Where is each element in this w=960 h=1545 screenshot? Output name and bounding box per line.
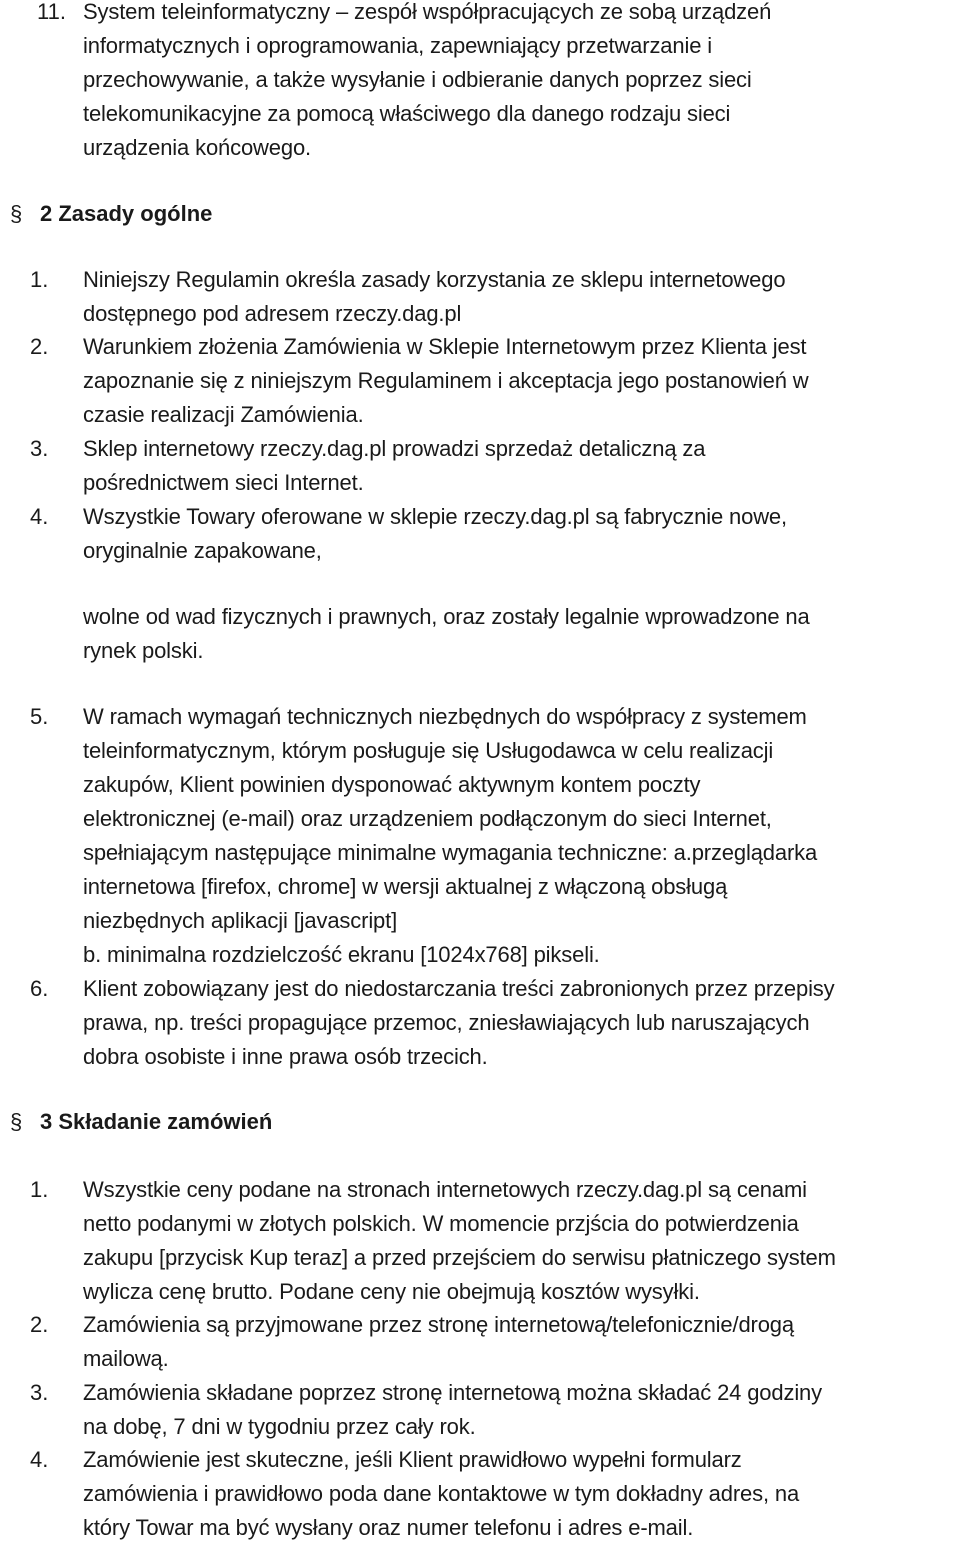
text-line: dostępnego pod adresem rzeczy.dag.pl: [83, 301, 462, 326]
text-line: czasie realizacji Zamówienia.: [83, 402, 364, 427]
text-line: zakupu [przycisk Kup teraz] a przed przejściem do serwisu płatniczego system: [83, 1245, 836, 1270]
text-line: zamówienia i prawidłowo poda dane kontaktowe w tym dokładny adres, na: [83, 1481, 800, 1506]
section-symbol: §: [10, 201, 23, 226]
item-number: 11.: [37, 0, 66, 24]
text-line: Sklep internetowy rzeczy.dag.pl prowadzi sprzedaż detaliczną za: [83, 436, 706, 461]
text-line: przechowywanie, a także wysyłanie i odbieranie danych poprzez sieci: [83, 67, 752, 92]
item-text: [83, 972, 955, 1074]
text-line: wylicza cenę brutto. Podane ceny nie obejmują kosztów wysyłki.: [83, 1279, 700, 1304]
text-line: W ramach wymagań technicznych niezbędnych do współpracy z systemem: [83, 704, 807, 729]
text-line: pośrednictwem sieci Internet.: [83, 470, 364, 495]
item-text: [83, 700, 955, 972]
item-number: 2.: [30, 334, 49, 359]
text-line: netto podanymi w złotych polskich. W momencie przjścia do potwierdzenia: [83, 1211, 799, 1236]
text-line: Niniejszy Regulamin określa zasady korzystania ze sklepu internetowego: [83, 267, 786, 292]
text-line: na dobę, 7 dni w tygodniu przez cały rok.: [83, 1414, 476, 1439]
text-line: dobra osobiste i inne prawa osób trzecich.: [83, 1044, 488, 1069]
item-number: 4.: [30, 504, 49, 529]
text-line: Zamówienia są przyjmowane przez stronę internetową/telefonicznie/drogą: [83, 1312, 794, 1337]
item-number: 2.: [30, 1312, 49, 1337]
text-line: prawa, np. treści propagujące przemoc, zniesławiających lub naruszających: [83, 1010, 810, 1035]
text-line: spełniającym następujące minimalne wymagania techniczne: a.przeglądarka: [83, 840, 818, 865]
text-line: niezbędnych aplikacji [javascript]: [83, 908, 398, 933]
text-line: Wszystkie Towary oferowane w sklepie rzeczy.dag.pl są fabrycznie nowe,: [83, 504, 787, 529]
item-number: 4.: [30, 1447, 49, 1472]
text-line: Zamówienia składane poprzez stronę internetową można składać 24 godziny: [83, 1380, 822, 1405]
item-text: [83, 1173, 955, 1309]
item-text: [83, 0, 955, 165]
text-line: teleinformatycznym, którym posługuje się Usługodawca w celu realizacji: [83, 738, 774, 763]
text-line: Warunkiem złożenia Zamówienia w Sklepie Internetowym przez Klienta jest: [83, 334, 807, 359]
item-number: 5.: [30, 704, 49, 729]
text-line: elektronicznej (e-mail) oraz urządzeniem podłączonym do sieci Internet,: [83, 806, 772, 831]
item-text: [83, 600, 955, 668]
item-text: [83, 330, 955, 432]
item-number: 6.: [30, 976, 49, 1001]
text-line: zapoznanie się z niniejszym Regulaminem i akceptacja jego postanowień w: [83, 368, 809, 393]
item-text: [83, 432, 955, 500]
item-text: [83, 1308, 955, 1376]
text-line: urządzenia końcowego.: [83, 135, 312, 160]
text-line: telekomunikacyjne za pomocą właściwego dla danego rodzaju sieci: [83, 101, 731, 126]
text-line: oryginalnie zapakowane,: [83, 538, 322, 563]
text-line: Klient zobowiązany jest do niedostarczania treści zabronionych przez przepisy: [83, 976, 835, 1001]
item-number: 3.: [30, 436, 49, 461]
section-heading: [10, 197, 212, 231]
item-text: [83, 500, 955, 568]
text-line: System teleinformatyczny – zespół współpracujących ze sobą urządzeń: [83, 0, 772, 24]
item-text: [83, 1376, 955, 1444]
section-heading: [10, 1105, 272, 1139]
item-number: 1.: [30, 1177, 49, 1202]
text-line: Wszystkie ceny podane na stronach internetowych rzeczy.dag.pl są cenami: [83, 1177, 807, 1202]
item-text: [83, 1443, 955, 1545]
text-line: informatycznych i oprogramowania, zapewniający przetwarzanie i: [83, 33, 712, 58]
section-title: 2 Zasady ogólne: [40, 201, 213, 226]
text-line: rynek polski.: [83, 638, 204, 663]
item-text: [83, 263, 955, 331]
text-line: b. minimalna rozdzielczość ekranu [1024x768] pikseli.: [83, 942, 600, 967]
item-number: 3.: [30, 1380, 49, 1405]
section-title: 3 Składanie zamówień: [40, 1109, 273, 1134]
text-line: mailową.: [83, 1346, 169, 1371]
section-symbol: §: [10, 1109, 23, 1134]
text-line: zakupów, Klient powinien dysponować aktywnym kontem poczty: [83, 772, 701, 797]
item-number: 1.: [30, 267, 49, 292]
text-line: wolne od wad fizycznych i prawnych, oraz zostały legalnie wprowadzone na: [83, 604, 810, 629]
text-line: internetowa [firefox, chrome] w wersji aktualnej z włączoną obsługą: [83, 874, 728, 899]
text-line: Zamówienie jest skuteczne, jeśli Klient prawidłowo wypełni formularz: [83, 1447, 742, 1472]
text-line: który Towar ma być wysłany oraz numer telefonu i adres e-mail.: [83, 1515, 694, 1540]
